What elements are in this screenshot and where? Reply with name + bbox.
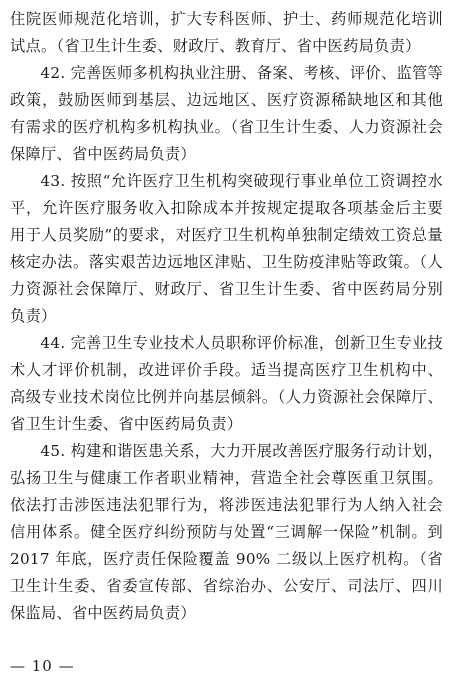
paragraph-44: 44. 完善卫生专业技术人员职称评价标准，创新卫生专业技术人才评价机制，改进评价手段。适当提高医疗卫生机构中、高级专业技术岗位比例并向基层倾斜。（人力资源社会保障厅、省卫生计生委、省中医药局负责）: [10, 334, 443, 433]
paragraph-41-continuation: 住院医师规范化培训，扩大专科医师、护士、药师规范化培训试点。（省卫生计生委、财政厅、教育厅、省中医药局负责）: [10, 10, 443, 55]
paragraph-42: 42. 完善医师多机构执业注册、备案、考核、评价、监管等政策，鼓励医师到基层、边远地区、医疗资源稀缺地区和其他有需求的医疗机构多机构执业。（省卫生计生委、人力资源社会保障厅、省中医药局负责）: [10, 64, 443, 163]
paragraph-43: 43. 按照“允许医疗卫生机构突破现行事业单位工资调控水平，允许医疗服务收入扣除成本并按规定提取各项基金后主要用于人员奖励”的要求，对医疗卫生机构单独制定绩效工资总量核定办法。落实艰苦边远地区津贴、卫生防疫津贴等政策。（人力资源社会保障厅、财政厅、省卫生计生委、省中医药局分别负责）: [10, 172, 443, 325]
page-number: — 10 —: [10, 657, 75, 675]
paragraph-45: 45. 构建和谐医患关系，大力开展改善医疗服务行动计划，弘扬卫生与健康工作者职业精神，营造全社会尊医重卫氛围。依法打击涉医违法犯罪行为，将涉医违法犯罪行为人纳入社会信用体系。健全医疗纠纷预防与处置“三调解一保险”机制。到 2017 年底，医疗责任保险覆盖 90% 二级以上医疗机构。（省卫生计生委、省委宣传部、省综治办、公安厅、司法厅、四川保监局、省中医药局负责）: [10, 442, 443, 622]
